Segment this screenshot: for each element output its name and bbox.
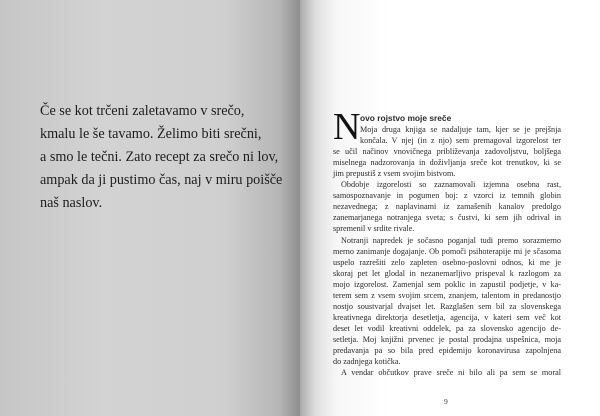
body-line: miselnega nadzorovanja in doživljanja sreče kot trenutkov, ki se (333, 158, 561, 168)
body-line: A vendar občutkov prave sreče ni bilo ali pa sem se moral (341, 368, 561, 378)
body-line: do zadnjega kotička. (333, 357, 401, 367)
chapter-body (333, 113, 561, 378)
body-line: Moja druga knjiga se nadaljuje tam, kjer se je prejšnja (360, 125, 561, 135)
body-line: Notranji napredek je sočasno poganjal tudi premo sorazmerno (341, 235, 561, 245)
body-line: samospoznavanje in pogumen boj: z vzorci iz temnih globin (333, 191, 561, 201)
chapter-title: ovo rojstvo moje sreče (360, 113, 452, 123)
quote-line: a smo le tečni. Zato recept za srečo ni lov, (40, 149, 279, 165)
body-line: kreativnega direktorja desetletja, agencija, v kateri sem več kot (333, 312, 561, 322)
body-line: Obdobje izgorelosti so zaznamovali izjemna osebna rast, (341, 180, 561, 190)
body-line: skoraj pet let glodal in nezanemarljivo prispeval k razlogom za (333, 268, 561, 278)
body-line: terem sem z vsem svojim srcem, znanjem, talentom in predanostjo (333, 290, 561, 300)
quote-line: Če se kot trčeni zaletavamo v srečo, (40, 103, 245, 119)
body-line: jim prepustiš z vsem svojim bistvom. (333, 169, 456, 179)
quote-line: kmalu le še tavamo. Želimo biti srečni, (40, 126, 262, 142)
body-line: se učil načinov vnovičnega približevanja zadovoljstvu, boljšega (333, 147, 561, 157)
quote-line: ampak da ji pustimo čas, naj v miru poišče (40, 172, 283, 188)
body-line: uspelo razrešiti zelo zapleten osebno-poslovni odnos, ki me je (333, 257, 561, 267)
body-line: spremenil v srdite rivale. (333, 224, 415, 234)
body-line: nezavednega; z naplavinami iz zamašenih kanalov predolgo (333, 202, 561, 212)
body-line: merno zanimanje dogajanje. Ob pomoči psihoterapije mi je sčasoma (333, 246, 561, 256)
body-line: predavanja pa so bila pred epidemijo koronavirusa zapolnjena (333, 345, 561, 355)
body-line: setletja. Moj knjižni prvenec je postal prodajna uspešnica, moja (333, 334, 561, 344)
drop-cap: N (333, 106, 361, 148)
body-line: končala. V njej (in z njo) sem premagoval izgorelost ter (360, 136, 561, 146)
body-line: zanemarjanega notranjega sveta; s čustvi, ki sem jih odrival in (333, 213, 561, 223)
page-number: 9 (444, 397, 448, 406)
body-line: nostjo soustvarjal dvajset let. Razglašen sem bil za slovenskega (333, 301, 561, 311)
body-line: deset let vodil kreativni oddelek, pa za slovensko agencijo de- (333, 323, 561, 333)
quote-line: naš naslov. (40, 195, 103, 211)
body-line: mojo izgorelost. Zamenjal sem poklic in zapustil podjetje, v ka- (333, 279, 561, 289)
epigraph-quote (40, 100, 290, 215)
